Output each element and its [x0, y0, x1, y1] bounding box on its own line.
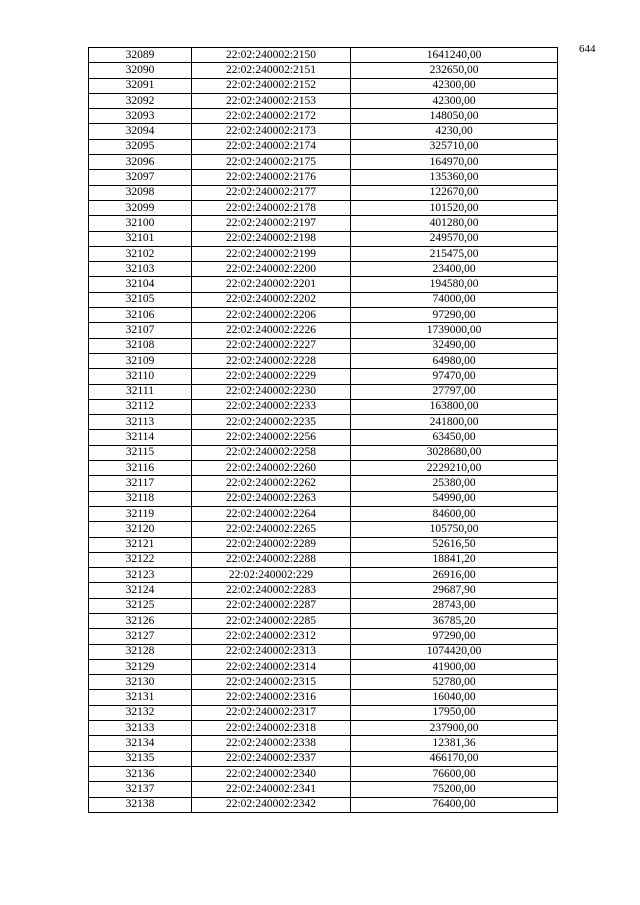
cadastral-value-cell: 75200,00 [351, 782, 558, 797]
cadastral-number-cell: 22:02:240002:2228 [192, 353, 351, 368]
cadastral-value-cell: 466170,00 [351, 751, 558, 766]
cadastral-number-cell: 22:02:240002:2265 [192, 522, 351, 537]
table-row [89, 78, 558, 93]
row-number-cell: 32107 [89, 323, 192, 338]
row-number-cell: 32089 [89, 48, 192, 63]
cadastral-value-cell: 17950,00 [351, 705, 558, 720]
row-number-cell: 32097 [89, 170, 192, 185]
table-row [89, 522, 558, 537]
cadastral-number-cell: 22:02:240002:2318 [192, 721, 351, 736]
table-row [89, 659, 558, 674]
cadastral-value-cell: 215475,00 [351, 246, 558, 261]
cadastral-number-cell: 22:02:240002:2258 [192, 445, 351, 460]
row-number-cell: 32134 [89, 736, 192, 751]
cadastral-number-cell: 22:02:240002:2287 [192, 598, 351, 613]
table-row [89, 583, 558, 598]
cadastral-value-cell: 164970,00 [351, 155, 558, 170]
table-row [89, 598, 558, 613]
cadastral-number-cell: 22:02:240002:2175 [192, 155, 351, 170]
table-row [89, 323, 558, 338]
row-number-cell: 32121 [89, 537, 192, 552]
table-row [89, 63, 558, 78]
row-number-cell: 32120 [89, 522, 192, 537]
cadastral-number-cell: 22:02:240002:2337 [192, 751, 351, 766]
table-row [89, 445, 558, 460]
table-row [89, 216, 558, 231]
cadastral-value-cell: 2229210,00 [351, 461, 558, 476]
row-number-cell: 32103 [89, 262, 192, 277]
cadastral-number-cell: 22:02:240002:2341 [192, 782, 351, 797]
cadastral-value-cell: 241800,00 [351, 415, 558, 430]
cadastral-number-cell: 22:02:240002:2263 [192, 491, 351, 506]
row-number-cell: 32108 [89, 338, 192, 353]
cadastral-value-cell: 52780,00 [351, 675, 558, 690]
row-number-cell: 32125 [89, 598, 192, 613]
cadastral-value-cell: 18841,20 [351, 552, 558, 567]
row-number-cell: 32119 [89, 506, 192, 521]
cadastral-number-cell: 22:02:240002:2230 [192, 384, 351, 399]
cadastral-number-cell: 22:02:240002:2151 [192, 63, 351, 78]
table-row [89, 736, 558, 751]
row-number-cell: 32128 [89, 644, 192, 659]
table-row [89, 308, 558, 323]
row-number-cell: 32113 [89, 415, 192, 430]
row-number-cell: 32114 [89, 430, 192, 445]
cadastral-value-cell: 74000,00 [351, 292, 558, 307]
cadastral-number-cell: 22:02:240002:2173 [192, 124, 351, 139]
table-row [89, 200, 558, 215]
row-number-cell: 32093 [89, 109, 192, 124]
cadastral-value-cell: 16040,00 [351, 690, 558, 705]
table-row [89, 751, 558, 766]
cadastral-number-cell: 22:02:240002:2233 [192, 399, 351, 414]
table-row [89, 139, 558, 154]
cadastral-number-cell: 22:02:240002:2285 [192, 613, 351, 628]
table-row [89, 109, 558, 124]
cadastral-value-cell: 42300,00 [351, 78, 558, 93]
table-row [89, 782, 558, 797]
cadastral-value-cell: 101520,00 [351, 200, 558, 215]
cadastral-number-cell: 22:02:240002:2150 [192, 48, 351, 63]
cadastral-value-cell: 84600,00 [351, 506, 558, 521]
cadastral-number-cell: 22:02:240002:2177 [192, 185, 351, 200]
row-number-cell: 32109 [89, 353, 192, 368]
cadastral-value-cell: 122670,00 [351, 185, 558, 200]
cadastral-number-cell: 22:02:240002:2202 [192, 292, 351, 307]
row-number-cell: 32124 [89, 583, 192, 598]
cadastral-value-cell: 26916,00 [351, 568, 558, 583]
cadastral-number-cell: 22:02:240002:2153 [192, 93, 351, 108]
table-row [89, 705, 558, 720]
table-row [89, 93, 558, 108]
row-number-cell: 32106 [89, 308, 192, 323]
row-number-cell: 32104 [89, 277, 192, 292]
row-number-cell: 32135 [89, 751, 192, 766]
row-number-cell: 32094 [89, 124, 192, 139]
cadastral-number-cell: 22:02:240002:2288 [192, 552, 351, 567]
cadastral-number-cell: 22:02:240002:2152 [192, 78, 351, 93]
cadastral-number-cell: 22:02:240002:2200 [192, 262, 351, 277]
cadastral-value-table [88, 47, 558, 813]
row-number-cell: 32130 [89, 675, 192, 690]
row-number-cell: 32111 [89, 384, 192, 399]
cadastral-value-cell: 4230,00 [351, 124, 558, 139]
row-number-cell: 32129 [89, 659, 192, 674]
table-row [89, 369, 558, 384]
cadastral-value-cell: 54990,00 [351, 491, 558, 506]
table-row [89, 170, 558, 185]
row-number-cell: 32105 [89, 292, 192, 307]
table-row [89, 476, 558, 491]
row-number-cell: 32095 [89, 139, 192, 154]
cadastral-value-cell: 194580,00 [351, 277, 558, 292]
cadastral-value-cell: 325710,00 [351, 139, 558, 154]
cadastral-value-cell: 41900,00 [351, 659, 558, 674]
row-number-cell: 32117 [89, 476, 192, 491]
page-number: 644 [579, 43, 596, 55]
cadastral-number-cell: 22:02:240002:2316 [192, 690, 351, 705]
table-row [89, 292, 558, 307]
cadastral-value-cell: 28743,00 [351, 598, 558, 613]
cadastral-number-cell: 22:02:240002:2317 [192, 705, 351, 720]
cadastral-value-cell: 76400,00 [351, 797, 558, 812]
row-number-cell: 32137 [89, 782, 192, 797]
table-row [89, 430, 558, 445]
cadastral-number-cell: 22:02:240002:2201 [192, 277, 351, 292]
table-row [89, 415, 558, 430]
table-row [89, 155, 558, 170]
cadastral-number-cell: 22:02:240002:2262 [192, 476, 351, 491]
row-number-cell: 32112 [89, 399, 192, 414]
cadastral-number-cell: 22:02:240002:2178 [192, 200, 351, 215]
cadastral-number-cell: 22:02:240002:2340 [192, 766, 351, 781]
cadastral-value-cell: 163800,00 [351, 399, 558, 414]
table-row [89, 277, 558, 292]
row-number-cell: 32098 [89, 185, 192, 200]
cadastral-value-cell: 23400,00 [351, 262, 558, 277]
cadastral-value-cell: 97290,00 [351, 308, 558, 323]
cadastral-value-cell: 3028680,00 [351, 445, 558, 460]
cadastral-number-cell: 22:02:240002:2264 [192, 506, 351, 521]
cadastral-number-cell: 22:02:240002:2289 [192, 537, 351, 552]
table-row [89, 766, 558, 781]
cadastral-value-cell: 52616,50 [351, 537, 558, 552]
cadastral-number-cell: 22:02:240002:2199 [192, 246, 351, 261]
table-body [89, 48, 558, 813]
cadastral-value-cell: 97290,00 [351, 629, 558, 644]
cadastral-value-cell: 27797,00 [351, 384, 558, 399]
row-number-cell: 32099 [89, 200, 192, 215]
table-row [89, 537, 558, 552]
cadastral-number-cell: 22:02:240002:2338 [192, 736, 351, 751]
row-number-cell: 32090 [89, 63, 192, 78]
row-number-cell: 32101 [89, 231, 192, 246]
cadastral-value-cell: 36785,20 [351, 613, 558, 628]
row-number-cell: 32131 [89, 690, 192, 705]
table-row [89, 690, 558, 705]
cadastral-number-cell: 22:02:240002:2227 [192, 338, 351, 353]
table-row [89, 613, 558, 628]
cadastral-number-cell: 22:02:240002:2283 [192, 583, 351, 598]
table-row [89, 629, 558, 644]
row-number-cell: 32100 [89, 216, 192, 231]
cadastral-number-cell: 22:02:240002:2312 [192, 629, 351, 644]
cadastral-number-cell: 22:02:240002:2226 [192, 323, 351, 338]
table-row [89, 552, 558, 567]
table-row [89, 491, 558, 506]
row-number-cell: 32091 [89, 78, 192, 93]
cadastral-number-cell: 22:02:240002:2315 [192, 675, 351, 690]
row-number-cell: 32116 [89, 461, 192, 476]
row-number-cell: 32132 [89, 705, 192, 720]
row-number-cell: 32138 [89, 797, 192, 812]
cadastral-number-cell: 22:02:240002:2198 [192, 231, 351, 246]
cadastral-value-cell: 148050,00 [351, 109, 558, 124]
row-number-cell: 32126 [89, 613, 192, 628]
cadastral-value-cell: 29687,90 [351, 583, 558, 598]
cadastral-number-cell: 22:02:240002:2229 [192, 369, 351, 384]
table-row [89, 231, 558, 246]
table-row [89, 124, 558, 139]
row-number-cell: 32118 [89, 491, 192, 506]
table-row [89, 338, 558, 353]
cadastral-value-cell: 135360,00 [351, 170, 558, 185]
row-number-cell: 32092 [89, 93, 192, 108]
table-row [89, 384, 558, 399]
cadastral-value-cell: 12381,36 [351, 736, 558, 751]
cadastral-value-cell: 237900,00 [351, 721, 558, 736]
cadastral-value-cell: 249570,00 [351, 231, 558, 246]
cadastral-number-cell: 22:02:240002:2235 [192, 415, 351, 430]
table-row [89, 353, 558, 368]
row-number-cell: 32127 [89, 629, 192, 644]
cadastral-number-cell: 22:02:240002:229 [192, 568, 351, 583]
cadastral-number-cell: 22:02:240002:2197 [192, 216, 351, 231]
cadastral-number-cell: 22:02:240002:2172 [192, 109, 351, 124]
row-number-cell: 32096 [89, 155, 192, 170]
row-number-cell: 32110 [89, 369, 192, 384]
cadastral-number-cell: 22:02:240002:2314 [192, 659, 351, 674]
table-row [89, 644, 558, 659]
row-number-cell: 32133 [89, 721, 192, 736]
cadastral-number-cell: 22:02:240002:2313 [192, 644, 351, 659]
cadastral-value-cell: 401280,00 [351, 216, 558, 231]
cadastral-value-cell: 1641240,00 [351, 48, 558, 63]
cadastral-value-cell: 1739000,00 [351, 323, 558, 338]
cadastral-value-cell: 232650,00 [351, 63, 558, 78]
cadastral-value-cell: 63450,00 [351, 430, 558, 445]
cadastral-number-cell: 22:02:240002:2256 [192, 430, 351, 445]
table-row [89, 461, 558, 476]
cadastral-value-cell: 32490,00 [351, 338, 558, 353]
cadastral-value-cell: 42300,00 [351, 93, 558, 108]
table-row [89, 246, 558, 261]
row-number-cell: 32102 [89, 246, 192, 261]
table-row [89, 797, 558, 812]
table-row [89, 399, 558, 414]
cadastral-value-cell: 76600,00 [351, 766, 558, 781]
cadastral-value-cell: 97470,00 [351, 369, 558, 384]
cadastral-number-cell: 22:02:240002:2206 [192, 308, 351, 323]
cadastral-number-cell: 22:02:240002:2260 [192, 461, 351, 476]
table-row [89, 721, 558, 736]
row-number-cell: 32122 [89, 552, 192, 567]
row-number-cell: 32136 [89, 766, 192, 781]
cadastral-number-cell: 22:02:240002:2176 [192, 170, 351, 185]
table-row [89, 568, 558, 583]
table-row [89, 675, 558, 690]
table-row [89, 506, 558, 521]
cadastral-value-cell: 25380,00 [351, 476, 558, 491]
cadastral-value-cell: 64980,00 [351, 353, 558, 368]
table-row [89, 262, 558, 277]
table-row [89, 185, 558, 200]
cadastral-number-cell: 22:02:240002:2342 [192, 797, 351, 812]
cadastral-value-cell: 105750,00 [351, 522, 558, 537]
row-number-cell: 32123 [89, 568, 192, 583]
cadastral-value-cell: 1074420,00 [351, 644, 558, 659]
row-number-cell: 32115 [89, 445, 192, 460]
cadastral-number-cell: 22:02:240002:2174 [192, 139, 351, 154]
table-row [89, 48, 558, 63]
